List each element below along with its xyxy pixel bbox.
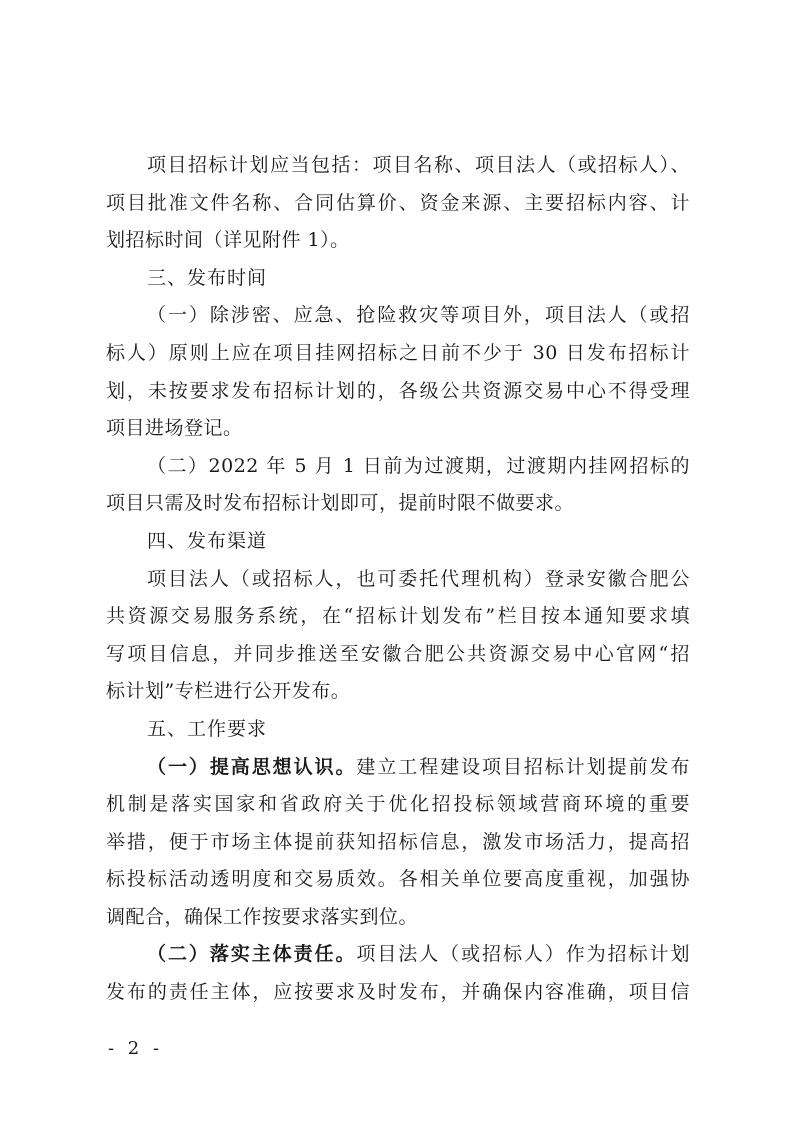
paragraph-line <box>106 749 690 787</box>
section-heading: 五、工作要求 <box>147 717 268 740</box>
page-number: - 2 - <box>108 1038 164 1059</box>
paragraph-line: 项目批准文件名称、合同估算价、资金来源、主要招标内容、计 <box>106 191 690 214</box>
paragraph-line: 项目法人（或招标人，也可委托代理机构）登录安徽合肥公 <box>147 567 690 590</box>
section-heading: 三、发布时间 <box>147 266 268 289</box>
document-body <box>106 147 690 1012</box>
paragraph-line: 机制是落实国家和省政府关于优化招投标领域营商环境的重要 <box>106 793 690 816</box>
paragraph-line: 发布的责任主体，应按要求及时发布，并确保内容准确，项目信 <box>106 981 690 1004</box>
paragraph-line: 举措，便于市场主体提前获知招标信息，激发市场活力，提高招 <box>106 830 690 853</box>
paragraph-line: 写项目信息，并同步推送至安徽合肥公共资源交易中心官网“招 <box>106 642 690 665</box>
subsection-lead: （一）提高思想认识。 <box>147 755 357 778</box>
paragraph-line: 标人）原则上应在项目挂网招标之日前不少于 30 日发布招标计 <box>106 341 690 364</box>
subsection-lead: （二）落实主体责任。 <box>147 943 357 966</box>
paragraph-line: 标投标活动透明度和交易质效。各相关单位要高度重视，加强协 <box>106 868 690 891</box>
paragraph-line: 调配合，确保工作按要求落实到位。 <box>106 905 419 928</box>
section-heading: 四、发布渠道 <box>147 529 268 552</box>
paragraph-line: （二）2022 年 5 月 1 日前为过渡期，过渡期内挂网招标的 <box>147 454 690 477</box>
paragraph-line: 划招标时间（详见附件 1）。 <box>106 229 350 252</box>
paragraph-line: （一）除涉密、应急、抢险救灾等项目外，项目法人（或招 <box>147 304 690 327</box>
paragraph-line: 项目只需及时发布招标计划即可，提前时限不做要求。 <box>106 492 575 515</box>
paragraph-line: 共资源交易服务系统，在“招标计划发布”栏目按本通知要求填 <box>106 605 690 628</box>
paragraph-line: 标计划”专栏进行公开发布。 <box>106 680 351 703</box>
paragraph-line: 项目进场登记。 <box>106 417 243 440</box>
paragraph-text: 项目法人（或招标人）作为招标计划 <box>356 943 690 966</box>
paragraph-line: 项目招标计划应当包括：项目名称、项目法人（或招标人）、 <box>147 154 690 176</box>
paragraph-line <box>106 936 690 974</box>
paragraph-text: 建立工程建设项目招标计划提前发布 <box>356 755 690 778</box>
paragraph-line: 划，未按要求发布招标计划的，各级公共资源交易中心不得受理 <box>106 379 690 402</box>
